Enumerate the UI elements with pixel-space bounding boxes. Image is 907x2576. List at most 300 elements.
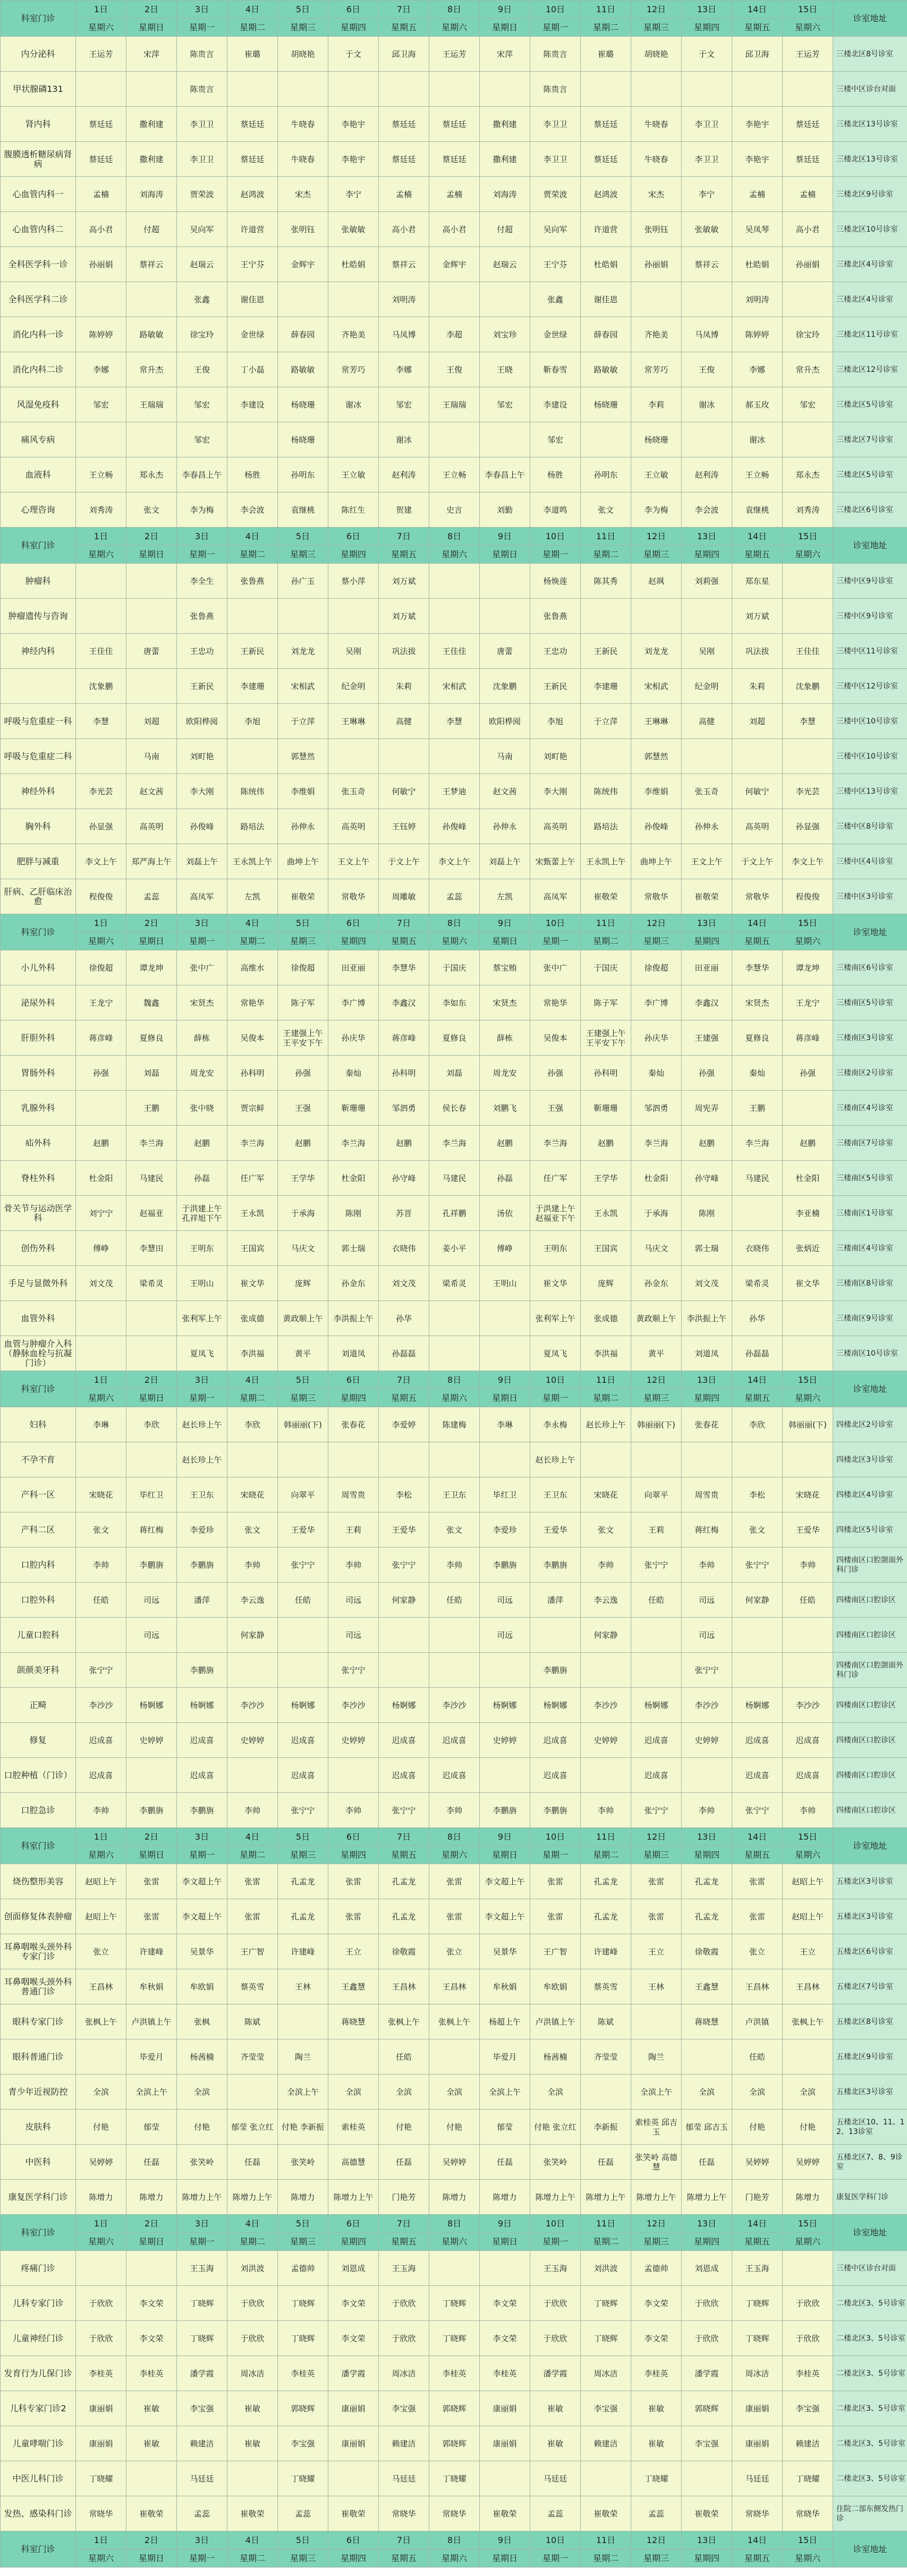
- header-date: 4日: [227, 914, 278, 932]
- doctor-cell: [682, 72, 732, 107]
- doctor-cell: 常艳华: [530, 985, 581, 1021]
- doctor-cell: 丁晓耀: [631, 2461, 682, 2496]
- dept-name: 产科一区: [1, 1477, 76, 1512]
- doctor-cell: 付艳: [783, 2110, 833, 2145]
- doctor-cell: 李慧华: [379, 950, 429, 985]
- doctor-cell: 张枫上午: [783, 2004, 833, 2039]
- doctor-cell: 李文荣: [631, 2286, 682, 2321]
- doctor-cell: 高凤军: [177, 879, 227, 914]
- schedule-row: [1, 352, 907, 387]
- doctor-cell: 王立敏: [631, 457, 682, 492]
- room-address: 二楼北区3、5号诊室: [833, 2426, 907, 2461]
- doctor-cell: 崔敏: [126, 2391, 177, 2426]
- room-address: 三楼北区5号诊室: [833, 387, 907, 422]
- room-address: 三楼南区3号诊室: [833, 1021, 907, 1056]
- doctor-cell: 杨婀娜: [126, 1688, 177, 1723]
- room-address: 五楼北区7号诊室: [833, 1969, 907, 2004]
- doctor-cell: 迟成喜: [631, 1758, 682, 1793]
- doctor-cell: 张笑岭: [177, 2145, 227, 2180]
- doctor-cell: 任磊: [480, 2145, 530, 2180]
- doctor-cell: 王佳佳: [783, 634, 833, 669]
- doctor-cell: 李帅: [227, 1793, 278, 1828]
- header-date: 10日: [530, 2531, 581, 2549]
- doctor-cell: 牛晓春: [278, 107, 328, 142]
- doctor-cell: 金世绿: [227, 317, 278, 352]
- doctor-cell: 刘文茂: [682, 1266, 732, 1301]
- header-weekday: 星期日: [480, 2233, 530, 2251]
- doctor-cell: 薛栋: [480, 1021, 530, 1056]
- doctor-cell: 孟蕊: [530, 2496, 581, 2531]
- doctor-cell: 张雷: [227, 1864, 278, 1899]
- doctor-cell: [783, 72, 833, 107]
- doctor-cell: [682, 739, 732, 774]
- doctor-cell: [328, 1442, 379, 1477]
- header-date: 11日: [581, 1371, 631, 1389]
- doctor-cell: 王玉海: [530, 2251, 581, 2286]
- doctor-cell: 迟成喜: [76, 1723, 126, 1758]
- doctor-cell: 杨晓珊: [581, 387, 631, 422]
- schedule-row: [1, 1512, 907, 1548]
- dept-name: 康复医学科门诊: [1, 2180, 76, 2215]
- header-date: 8日: [429, 1, 480, 19]
- doctor-cell: 孟德帅: [631, 2251, 682, 2286]
- doctor-cell: 王林: [278, 1969, 328, 2004]
- dept-name: 儿童神经门诊: [1, 2321, 76, 2356]
- dept-name: 青少年近视防控: [1, 2075, 76, 2110]
- doctor-cell: 高健: [682, 704, 732, 739]
- header-weekday: 星期三: [631, 2233, 682, 2251]
- doctor-cell: 郭慧然: [631, 739, 682, 774]
- schedule-row: [1, 1442, 907, 1477]
- doctor-cell: [783, 1618, 833, 1653]
- doctor-cell: 马廷廷: [732, 2461, 783, 2496]
- room-address: 三楼中区3号诊室: [833, 879, 907, 914]
- doctor-cell: 孟蕊: [278, 2496, 328, 2531]
- doctor-cell: 孔孟龙: [379, 1899, 429, 1934]
- header-weekday: 星期一: [177, 546, 227, 564]
- header-date: 9日: [480, 528, 530, 546]
- doctor-cell: [480, 1442, 530, 1477]
- doctor-cell: 李慧田: [126, 1231, 177, 1266]
- doctor-cell: 李兰海: [126, 1126, 177, 1161]
- doctor-cell: 丁晓辉: [177, 2286, 227, 2321]
- dept-name: 中医科: [1, 2145, 76, 2180]
- doctor-cell: 孔孟龙: [682, 1864, 732, 1899]
- doctor-cell: 赵昭上午: [783, 1864, 833, 1899]
- doctor-cell: 张春花: [682, 1407, 732, 1442]
- doctor-cell: 刘莉强: [682, 564, 732, 599]
- doctor-cell: 蒋晓慧: [328, 2004, 379, 2039]
- doctor-cell: 迟成喜: [530, 1723, 581, 1758]
- doctor-cell: 蔡宝贿: [480, 950, 530, 985]
- doctor-cell: 陈子军: [278, 985, 328, 1021]
- doctor-cell: 韩丽丽(下): [631, 1407, 682, 1442]
- header-date: 7日: [379, 528, 429, 546]
- doctor-cell: [429, 564, 480, 599]
- doctor-cell: 夏修良: [429, 1021, 480, 1056]
- header-date: 3日: [177, 2531, 227, 2549]
- header-date: 3日: [177, 1, 227, 19]
- doctor-cell: 李建设: [530, 387, 581, 422]
- doctor-cell: 杨婀娜: [530, 1688, 581, 1723]
- schedule-row: [1, 1864, 907, 1899]
- doctor-cell: 孟楠: [783, 177, 833, 212]
- header-addr-label: 诊室地址: [833, 2531, 907, 2568]
- doctor-cell: 王建强: [682, 1021, 732, 1056]
- doctor-cell: 张文: [581, 492, 631, 528]
- header-weekday: 星期一: [530, 2549, 581, 2568]
- doctor-cell: 姜小平: [429, 1231, 480, 1266]
- doctor-cell: 崔璐: [227, 37, 278, 72]
- header-weekday-row: [1, 1389, 907, 1407]
- doctor-cell: 陈增力上午: [328, 2180, 379, 2215]
- doctor-cell: [783, 282, 833, 317]
- schedule-row: [1, 1548, 907, 1583]
- doctor-cell: 李文荣: [631, 2321, 682, 2356]
- doctor-cell: 王文上午: [682, 844, 732, 879]
- doctor-cell: 张中广: [177, 950, 227, 985]
- doctor-cell: 李帅: [76, 1793, 126, 1828]
- doctor-cell: 王卫东: [177, 1477, 227, 1512]
- dept-name: 心血管内科一: [1, 177, 76, 212]
- dept-name: 耳鼻咽喉头颈外科专家门诊: [1, 1934, 76, 1969]
- doctor-cell: 梁希灵: [732, 1266, 783, 1301]
- doctor-cell: 巩法拔: [379, 634, 429, 669]
- doctor-cell: 刘宁宁: [76, 1196, 126, 1231]
- header-date: 4日: [227, 1, 278, 19]
- header-weekday: 星期四: [682, 932, 732, 950]
- doctor-cell: [631, 1653, 682, 1688]
- doctor-cell: 赖建洁: [783, 2426, 833, 2461]
- doctor-cell: 王莉: [328, 1512, 379, 1548]
- header-date: 8日: [429, 2215, 480, 2233]
- doctor-cell: 宋相武: [278, 669, 328, 704]
- doctor-cell: 李艳宇: [732, 107, 783, 142]
- doctor-cell: 崔敬荣: [328, 2496, 379, 2531]
- doctor-cell: 于文: [328, 37, 379, 72]
- doctor-cell: 张成德: [581, 1301, 631, 1336]
- doctor-cell: 李桂英: [76, 2356, 126, 2391]
- dept-name: 全科医学科一诊: [1, 247, 76, 282]
- doctor-cell: 杜皓娟: [732, 247, 783, 282]
- doctor-cell: [480, 1758, 530, 1793]
- doctor-cell: 何家静: [227, 1618, 278, 1653]
- doctor-cell: 崔文华: [783, 1266, 833, 1301]
- header-date: 9日: [480, 914, 530, 932]
- room-address: 三楼北区13号诊室: [833, 142, 907, 177]
- doctor-cell: 唐蕾: [126, 634, 177, 669]
- doctor-cell: 徐敬霞: [379, 1934, 429, 1969]
- doctor-cell: 撒利建: [480, 142, 530, 177]
- doctor-cell: 孙金东: [328, 1266, 379, 1301]
- doctor-cell: 孔孟龙: [379, 1864, 429, 1899]
- doctor-cell: 宋贤杰: [480, 985, 530, 1021]
- dept-name: 疝外科: [1, 1126, 76, 1161]
- doctor-cell: [581, 1442, 631, 1477]
- header-weekday: 星期二: [581, 2233, 631, 2251]
- doctor-cell: 赵福亚: [126, 1196, 177, 1231]
- doctor-cell: 刘町艳: [177, 739, 227, 774]
- doctor-cell: 杜金阳: [631, 1161, 682, 1196]
- doctor-cell: 李文超上午: [177, 1864, 227, 1899]
- header-weekday: 星期六: [783, 546, 833, 564]
- dept-name: 口腔外科: [1, 1583, 76, 1618]
- doctor-cell: 王强: [278, 1091, 328, 1126]
- doctor-cell: 张雷: [732, 1864, 783, 1899]
- header-weekday: 星期二: [227, 19, 278, 37]
- header-date: 7日: [379, 2215, 429, 2233]
- doctor-cell: 史婷婷: [126, 1723, 177, 1758]
- doctor-cell: 邹泗勇: [631, 1091, 682, 1126]
- doctor-cell: 卢洪镇: [732, 2004, 783, 2039]
- doctor-cell: 王俊: [682, 352, 732, 387]
- header-date: 1日: [76, 1828, 126, 1846]
- doctor-cell: 王明山: [480, 1266, 530, 1301]
- room-address: 三楼中区4号诊室: [833, 844, 907, 879]
- doctor-cell: 李帅: [76, 1548, 126, 1583]
- doctor-cell: 李鹏旃: [126, 1793, 177, 1828]
- doctor-cell: 张敏敏: [682, 212, 732, 247]
- dept-name: 骨关节与运动医学科: [1, 1196, 76, 1231]
- doctor-cell: 纪金明: [682, 669, 732, 704]
- doctor-cell: 吴刚: [328, 634, 379, 669]
- doctor-cell: 王明东: [177, 1231, 227, 1266]
- doctor-cell: 张明钰: [278, 212, 328, 247]
- doctor-cell: [429, 739, 480, 774]
- doctor-cell: 康丽娟: [480, 2426, 530, 2461]
- doctor-cell: 宋甄蕾上午: [530, 844, 581, 879]
- header-weekday: 星期一: [177, 19, 227, 37]
- doctor-cell: 刘磊上午: [480, 844, 530, 879]
- doctor-cell: [126, 2251, 177, 2286]
- doctor-cell: 史言: [429, 492, 480, 528]
- schedule-row: [1, 809, 907, 844]
- doctor-cell: 靳珊珊: [581, 1091, 631, 1126]
- doctor-cell: 张鲁燕: [530, 599, 581, 634]
- doctor-cell: 李云逸: [581, 1583, 631, 1618]
- doctor-cell: 孙华: [379, 1301, 429, 1336]
- doctor-cell: 刘磊上午: [177, 844, 227, 879]
- doctor-cell: 迟成喜: [429, 1723, 480, 1758]
- schedule-row: [1, 1688, 907, 1723]
- doctor-cell: 李琳: [76, 1407, 126, 1442]
- doctor-cell: 于欣欣: [76, 2286, 126, 2321]
- header-weekday: 星期六: [429, 2233, 480, 2251]
- doctor-cell: 唐蕾: [480, 634, 530, 669]
- doctor-cell: 周宪弄: [682, 1091, 732, 1126]
- doctor-cell: 蔡英雪: [227, 1969, 278, 2004]
- doctor-cell: 张立: [76, 1934, 126, 1969]
- doctor-cell: 王运芳: [76, 37, 126, 72]
- header-weekday: 星期三: [631, 932, 682, 950]
- doctor-cell: 王爱华: [530, 1512, 581, 1548]
- room-address: 三楼北区11号诊室: [833, 317, 907, 352]
- doctor-cell: 吴向军: [530, 212, 581, 247]
- doctor-cell: 马廷廷: [379, 2461, 429, 2496]
- doctor-cell: 赵昭上午: [76, 1899, 126, 1934]
- doctor-cell: 杨晓珊: [631, 422, 682, 457]
- schedule-row: [1, 774, 907, 809]
- doctor-cell: [480, 72, 530, 107]
- doctor-cell: 迟成喜: [783, 1723, 833, 1758]
- header-date: 8日: [429, 1371, 480, 1389]
- doctor-cell: 康丽娟: [480, 2391, 530, 2426]
- doctor-cell: 于欣欣: [227, 2286, 278, 2321]
- doctor-cell: 杨婀娜: [177, 1688, 227, 1723]
- doctor-cell: 谢佳恩: [227, 282, 278, 317]
- header-weekday: 星期日: [126, 1389, 177, 1407]
- doctor-cell: 陈刚: [328, 1196, 379, 1231]
- room-address: 四楼南区口腔诊区: [833, 1793, 907, 1828]
- doctor-cell: 任皓: [783, 1583, 833, 1618]
- header-weekday: 星期六: [429, 1389, 480, 1407]
- doctor-cell: 刘鹏飞: [480, 1091, 530, 1126]
- doctor-cell: 李沙沙: [682, 1688, 732, 1723]
- header-weekday: 星期四: [682, 1389, 732, 1407]
- schedule-row: [1, 2286, 907, 2321]
- header-date: 15日: [783, 914, 833, 932]
- dept-name: 发热、感染科门诊: [1, 2496, 76, 2531]
- header-weekday: 星期二: [581, 1389, 631, 1407]
- doctor-cell: 邹宏: [177, 387, 227, 422]
- doctor-cell: 李娜: [732, 352, 783, 387]
- doctor-cell: 卢洪镇上午: [530, 2004, 581, 2039]
- doctor-cell: 于洪建上午 赵福亚下午: [530, 1196, 581, 1231]
- doctor-cell: 宋杰: [631, 177, 682, 212]
- doctor-cell: [429, 1442, 480, 1477]
- doctor-cell: 李宝强: [379, 2391, 429, 2426]
- doctor-cell: 任磊: [227, 2145, 278, 2180]
- room-address: 三楼北区4号诊室: [833, 282, 907, 317]
- doctor-cell: 金世绿: [530, 317, 581, 352]
- doctor-cell: 陈贵言: [530, 72, 581, 107]
- room-address: 三楼北区10号诊室: [833, 212, 907, 247]
- doctor-cell: 全滨: [530, 2075, 581, 2110]
- dept-name: 皮肤科: [1, 2110, 76, 2145]
- doctor-cell: 丁晓辉: [278, 2286, 328, 2321]
- doctor-cell: 蔡祥云: [379, 247, 429, 282]
- doctor-cell: 苏晋: [379, 1196, 429, 1231]
- schedule-row: [1, 1723, 907, 1758]
- doctor-cell: 牛晓春: [631, 142, 682, 177]
- doctor-cell: 蔡廷廷: [581, 142, 631, 177]
- room-address: 二楼北区3、5号诊室: [833, 2391, 907, 2426]
- doctor-cell: 张宁宁: [76, 1653, 126, 1688]
- doctor-cell: 孔孟龙: [581, 1899, 631, 1934]
- header-date: 6日: [328, 528, 379, 546]
- doctor-cell: 贾宗鲜: [227, 1091, 278, 1126]
- doctor-cell: 何敏宁: [379, 774, 429, 809]
- doctor-cell: [783, 599, 833, 634]
- doctor-cell: 李慧: [783, 704, 833, 739]
- doctor-cell: 马建民: [126, 1161, 177, 1196]
- doctor-cell: 陈增力: [278, 2180, 328, 2215]
- dept-name: 眼科专家门诊: [1, 2004, 76, 2039]
- header-date: 15日: [783, 2531, 833, 2549]
- doctor-cell: 张炳近: [783, 1231, 833, 1266]
- doctor-cell: 张宁宁: [379, 1548, 429, 1583]
- dept-name: 泌尿外科: [1, 985, 76, 1021]
- doctor-cell: 丁晓辉: [429, 2286, 480, 2321]
- doctor-cell: 张雷: [126, 1899, 177, 1934]
- header-addr-label: 诊室地址: [833, 2215, 907, 2251]
- doctor-cell: 潘萍: [177, 1583, 227, 1618]
- doctor-cell: 迟成喜: [76, 1758, 126, 1793]
- doctor-cell: [480, 564, 530, 599]
- header-weekday: 星期六: [76, 546, 126, 564]
- doctor-cell: 张枫上午: [379, 2004, 429, 2039]
- dept-name: 消化内科二诊: [1, 352, 76, 387]
- doctor-cell: 王昌林: [379, 1969, 429, 2004]
- doctor-cell: 牛晓春: [278, 142, 328, 177]
- header-date: 12日: [631, 1828, 682, 1846]
- doctor-cell: 王学华: [278, 1161, 328, 1196]
- doctor-cell: 王梦迪: [429, 774, 480, 809]
- header-date: 5日: [278, 2531, 328, 2549]
- doctor-cell: 曲坤上午: [278, 844, 328, 879]
- doctor-cell: 谭龙坤: [126, 950, 177, 985]
- doctor-cell: 王玉海: [379, 2251, 429, 2286]
- doctor-cell: 李文荣: [480, 2286, 530, 2321]
- doctor-cell: 李欣: [227, 1407, 278, 1442]
- header-date: 14日: [732, 2531, 783, 2549]
- header-weekday: 星期三: [631, 1846, 682, 1864]
- doctor-cell: 张鲁燕: [227, 564, 278, 599]
- doctor-cell: [581, 2461, 631, 2496]
- room-address: 三楼南区10号诊室: [833, 1336, 907, 1371]
- doctor-cell: 周雪贵: [682, 1477, 732, 1512]
- doctor-cell: [227, 599, 278, 634]
- doctor-cell: 王爱华: [278, 1512, 328, 1548]
- doctor-cell: 崔敏: [227, 2391, 278, 2426]
- doctor-cell: 于欣欣: [682, 2321, 732, 2356]
- doctor-cell: 李文上午: [783, 844, 833, 879]
- doctor-cell: 迟成喜: [530, 1758, 581, 1793]
- doctor-cell: 任皓: [379, 2039, 429, 2075]
- doctor-cell: 司远: [682, 1618, 732, 1653]
- doctor-cell: [76, 2251, 126, 2286]
- doctor-cell: 陈增力: [783, 2180, 833, 2215]
- doctor-cell: [126, 282, 177, 317]
- doctor-cell: 周冰洁: [581, 2356, 631, 2391]
- doctor-cell: 迟成喜: [278, 1723, 328, 1758]
- doctor-cell: 吴凤琴: [732, 212, 783, 247]
- doctor-cell: 司远: [480, 1583, 530, 1618]
- doctor-cell: 刘海涛: [126, 177, 177, 212]
- doctor-cell: 李维娟: [631, 774, 682, 809]
- doctor-cell: 陈增力: [76, 2180, 126, 2215]
- doctor-cell: 于欣欣: [530, 2286, 581, 2321]
- doctor-cell: 孙守峰: [379, 1161, 429, 1196]
- doctor-cell: 王强: [530, 1091, 581, 1126]
- header-weekday: 星期一: [530, 2233, 581, 2251]
- doctor-cell: 赵鹏: [480, 1126, 530, 1161]
- doctor-cell: 牟欧娟: [177, 1969, 227, 2004]
- doctor-cell: 贾荣波: [530, 177, 581, 212]
- doctor-cell: 高英明: [328, 809, 379, 844]
- doctor-cell: 李卫卫: [177, 142, 227, 177]
- header-date: 4日: [227, 2215, 278, 2233]
- doctor-cell: [429, 1653, 480, 1688]
- room-address: 三楼中区12号诊室: [833, 669, 907, 704]
- doctor-cell: 迟成喜: [379, 1758, 429, 1793]
- header-date-row: [1, 2215, 907, 2233]
- schedule-row: [1, 142, 907, 177]
- doctor-cell: 常芳巧: [328, 352, 379, 387]
- doctor-cell: 孙俊峰: [429, 809, 480, 844]
- doctor-cell: 蒋红梅: [682, 1512, 732, 1548]
- doctor-cell: 常晓华: [379, 2496, 429, 2531]
